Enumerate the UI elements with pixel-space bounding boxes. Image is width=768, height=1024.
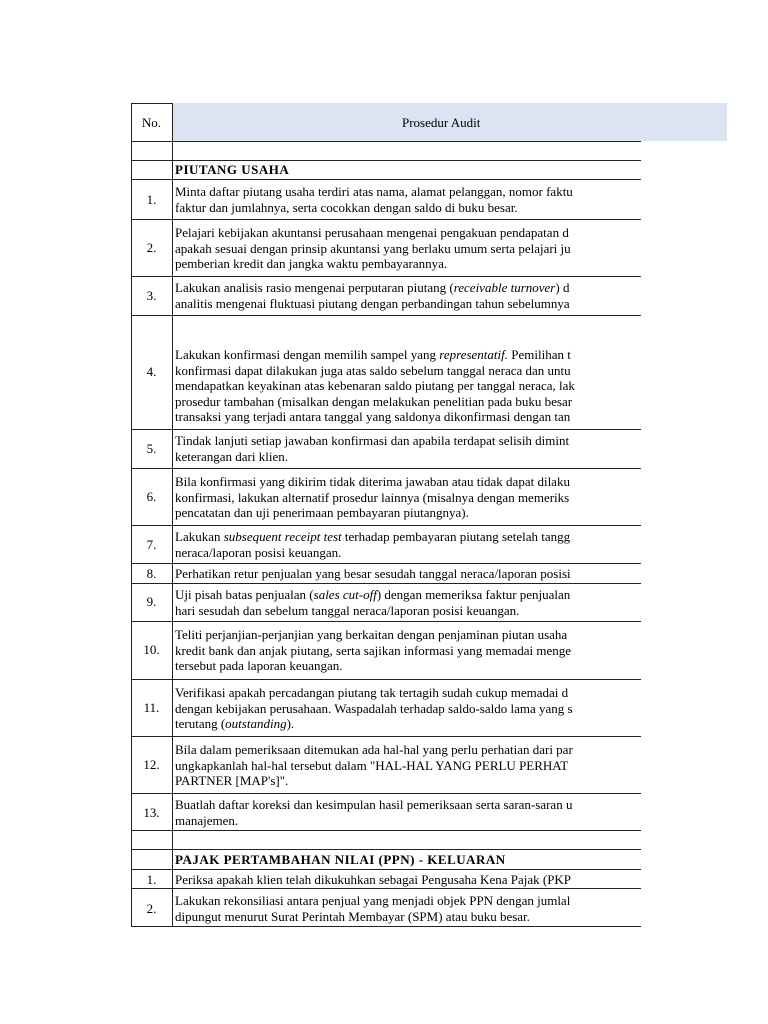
row-line <box>131 869 641 870</box>
row-number: 4. <box>146 364 157 379</box>
row-line <box>131 179 641 180</box>
row-number: 10. <box>143 642 160 657</box>
row-line <box>131 926 641 927</box>
row-number: 2. <box>146 901 157 916</box>
row-number: 8. <box>146 566 157 581</box>
row-number: 5. <box>146 441 157 456</box>
row-line <box>131 563 641 564</box>
row-number: 7. <box>146 537 157 552</box>
row-line <box>131 830 641 831</box>
row-number: 13. <box>143 805 160 820</box>
row-line <box>131 621 641 622</box>
row-number: 2. <box>146 240 157 255</box>
row-text: Pelajari kebijakan akuntansi perusahaan mengenai pengakuan pendapatan d apakah sesuai dengan prinsip akuntansi yang berlaku umum serta pelajari ju pemberian kredit dan jangka waktu pembayarannya. <box>175 225 571 271</box>
row-line <box>131 849 641 850</box>
row-text: Verifikasi apakah percadangan piutang tak tertagih sudah cukup memadai d dengan kebijakan perusahaan. Waspadalah terhadap saldo-saldo lama yang s terutang (outstanding). <box>175 685 573 731</box>
row-line <box>131 429 641 430</box>
row-line <box>131 736 641 737</box>
row-text: Minta daftar piutang usaha terdiri atas nama, alamat pelanggan, nomor faktu faktur dan jumlahnya, serta cocokkan dengan saldo di buku besar. <box>175 184 573 215</box>
row-number: 1. <box>146 872 157 887</box>
column-divider <box>172 103 173 926</box>
row-number: 6. <box>146 489 157 504</box>
row-text: Bila konfirmasi yang dikirim tidak diterima jawaban atau tidak dapat dilaku konfirmasi, lakukan alternatif prosedur lainnya (misalnya dengan memeriks pencatatan dan uji penerimaan pembayaran piutangnya). <box>175 474 570 520</box>
column-header-procedure: Prosedur Audit <box>402 115 481 130</box>
row-text: Lakukan konfirmasi dengan memilih sampel yang representatif. Pemilihan t konfirmasi dapat dilakukan juga atas saldo sebelum tanggal neraca dan untu mendapatkan keyakinan atas kebenaran saldo piutang per tanggal neraca, lak prosedur tambahan (misalkan dengan melakukan penelitian pada buku besar transaksi yang terjadi antara tanggal yang saldonya dikonfirmasi dengan tan <box>175 347 575 424</box>
row-line <box>131 679 641 680</box>
row-text: Perhatikan retur penjualan yang besar sesudah tanggal neraca/laporan posisi <box>175 566 571 581</box>
row-text: Uji pisah batas penjualan (sales cut-off) dengan memeriksa faktur penjualan hari sesudah dan sebelum tanggal neraca/laporan posisi keuangan. <box>175 587 571 618</box>
section-title-ppn: PAJAK PERTAMBAHAN NILAI (PPN) - KELUARAN <box>175 852 506 867</box>
row-line <box>131 103 173 104</box>
row-line <box>131 468 641 469</box>
column-header-no: No. <box>141 115 162 130</box>
row-line <box>131 276 641 277</box>
row-number: 9. <box>146 594 157 609</box>
row-text: Lakukan analisis rasio mengenai perputaran piutang (receivable turnover) d analitis mengenai fluktuasi piutang dengan perbandingan tahun sebelumnya <box>175 280 570 311</box>
row-text: Bila dalam pemeriksaan ditemukan ada hal-hal yang perlu perhatian dari par ungkapkanlah hal-hal tersebut dalam "HAL-HAL YANG PERLU PERHAT PARTNER [MAP's]". <box>175 742 573 788</box>
row-line <box>131 793 641 794</box>
row-number: 3. <box>146 288 157 303</box>
row-text: Tindak lanjuti setiap jawaban konfirmasi dan apabila terdapat selisih dimint keterangan dari klien. <box>175 433 570 464</box>
row-line <box>131 315 641 316</box>
section-title-piutang: PIUTANG USAHA <box>175 162 290 177</box>
row-line <box>131 219 641 220</box>
row-number: 12. <box>143 757 160 772</box>
row-text: Periksa apakah klien telah dikukuhkan sebagai Pengusaha Kena Pajak (PKP <box>175 872 572 887</box>
row-number: 11. <box>143 700 160 715</box>
row-line <box>131 160 641 161</box>
row-text: Teliti perjanjian-perjanjian yang berkaitan dengan penjaminan piutan usaha kredit bank dan anjak piutang, serta sajikan informasi yang memadai menge tersebut pada laporan keuangan. <box>175 627 572 673</box>
row-text: Lakukan rekonsiliasi antara penjual yang menjadi objek PPN dengan jumlal dipungut menurut Surat Perintah Membayar (SPM) atau buku besar. <box>175 893 571 924</box>
row-line <box>131 525 641 526</box>
row-text: Buatlah daftar koreksi dan kesimpulan hasil pemeriksaan serta saran-saran u manajemen. <box>175 797 573 828</box>
row-line <box>131 141 641 142</box>
row-line <box>131 888 641 889</box>
left-border <box>131 103 132 926</box>
row-text: Lakukan subsequent receipt test terhadap pembayaran piutang setelah tangg neraca/laporan posisi keuangan. <box>175 529 571 560</box>
row-line <box>131 583 641 584</box>
row-number: 1. <box>146 192 157 207</box>
